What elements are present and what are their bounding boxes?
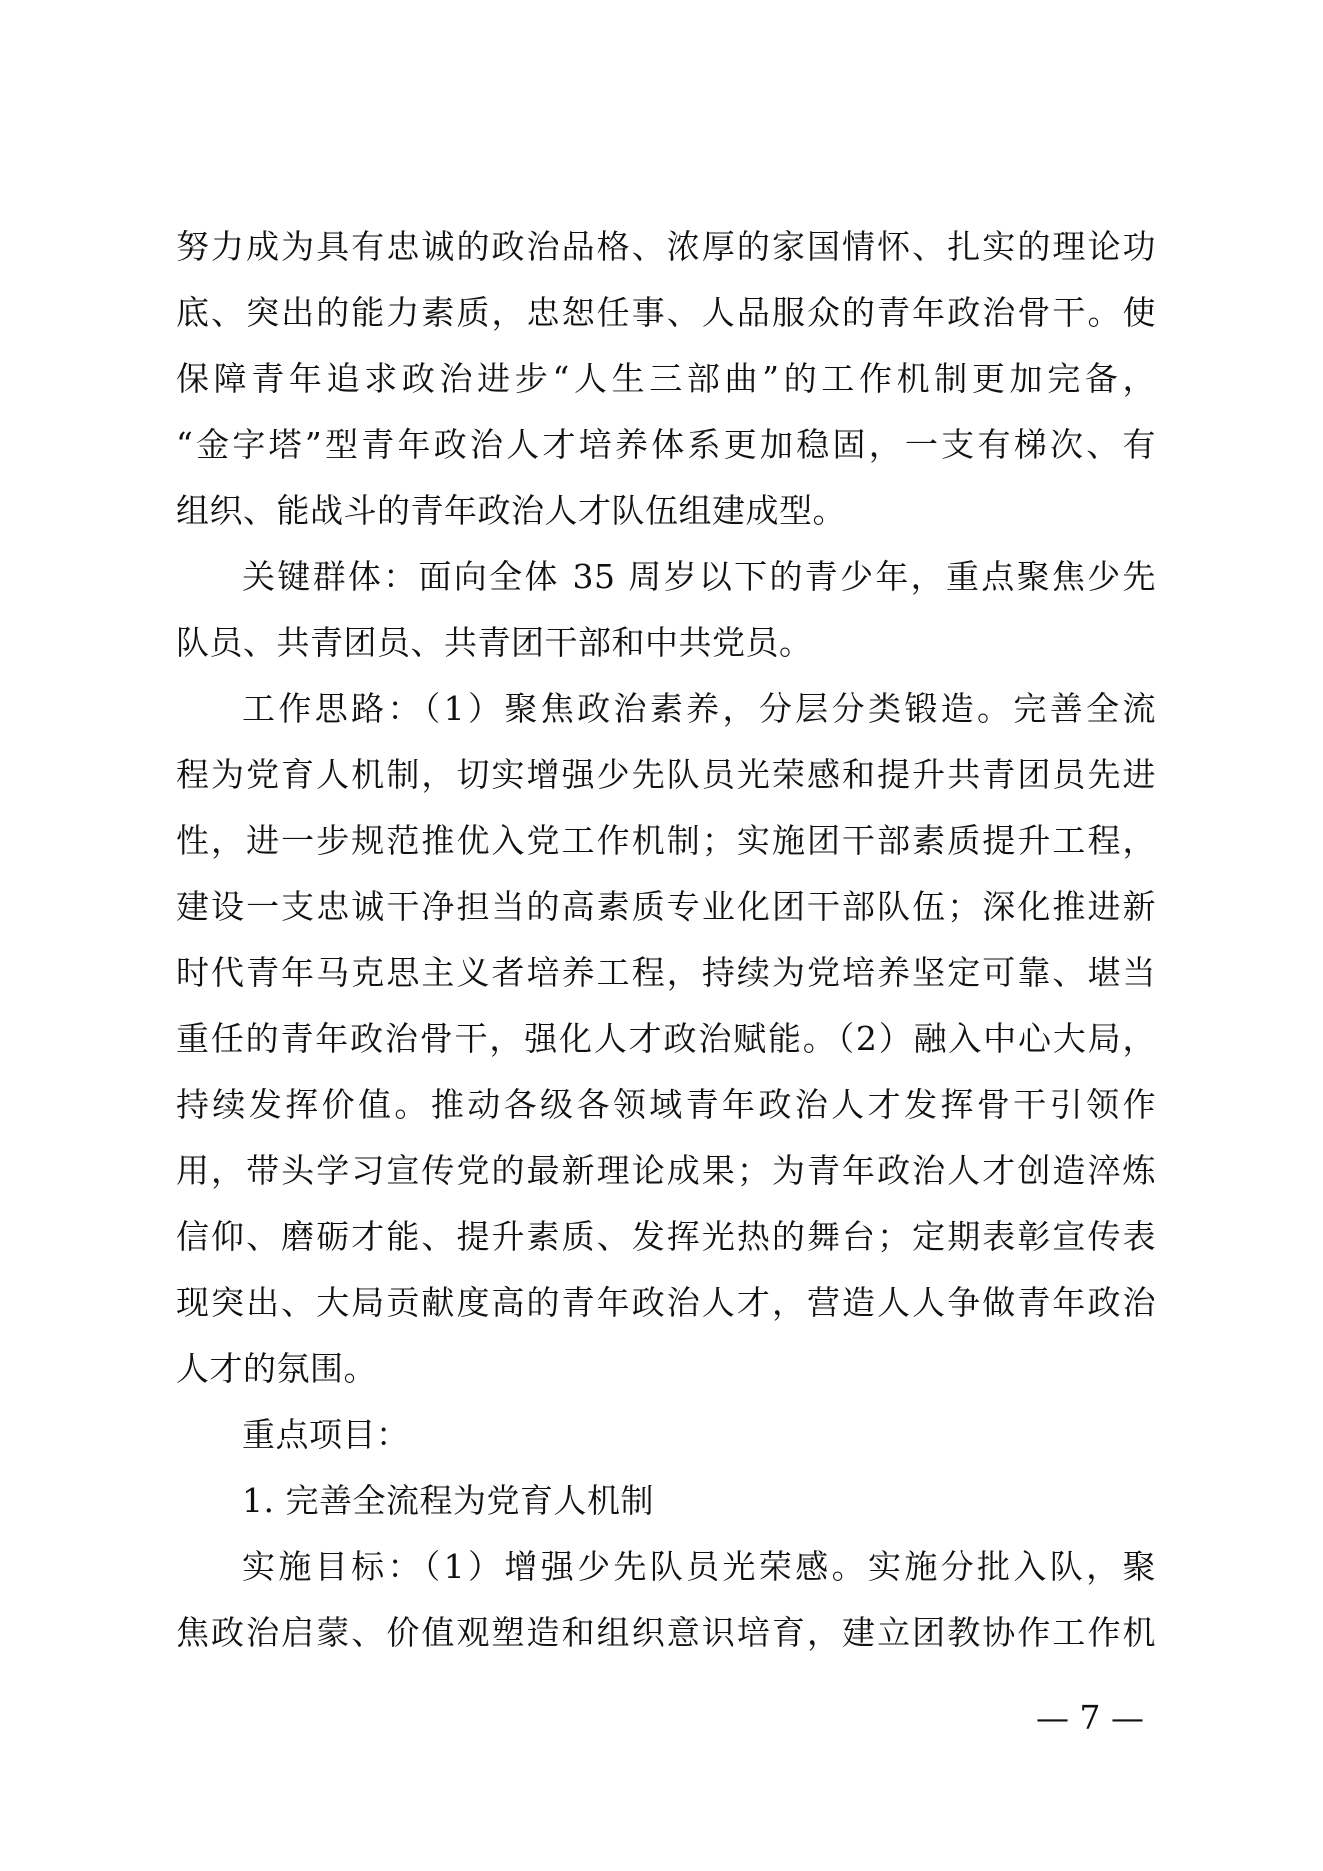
text-line: 重任的青年政治骨干，强化人才政治赋能。（2）融入中心大局， [176, 1019, 1156, 1058]
section-heading: 重点项目： [242, 1415, 410, 1454]
text-line: 信仰、磨砺才能、提升素质、发挥光热的舞台；定期表彰宣传表 [176, 1217, 1156, 1256]
project-heading: 1. 完善全流程为党育人机制 [242, 1481, 654, 1520]
text-line: 组织、能战斗的青年政治人才队伍组建成型。 [176, 491, 846, 530]
text-line: 用，带头学习宣传党的最新理论成果；为青年政治人才创造淬炼 [176, 1151, 1156, 1190]
text-line: 队员、共青团员、共青团干部和中共党员。 [176, 623, 813, 662]
text-line: 工作思路：（1）聚焦政治素养，分层分类锻造。完善全流 [242, 689, 1156, 728]
document-body [176, 214, 1156, 1666]
text-line: “金字塔”型青年政治人才培养体系更加稳固，一支有梯次、有 [176, 425, 1156, 464]
text-line: 关键群体：面向全体 35 周岁以下的青少年，重点聚焦少先 [242, 557, 1156, 596]
page-number: — 7 — [1036, 1698, 1144, 1737]
text-line: 建设一支忠诚干净担当的高素质专业化团干部队伍；深化推进新 [176, 887, 1156, 926]
text-line: 保障青年追求政治进步“人生三部曲”的工作机制更加完备， [176, 359, 1156, 398]
text-line: 焦政治启蒙、价值观塑造和组织意识培育，建立团教协作工作机 [176, 1613, 1156, 1652]
text-line: 性，进一步规范推优入党工作机制；实施团干部素质提升工程， [176, 821, 1156, 860]
text-line: 实施目标：（1）增强少先队员光荣感。实施分批入队，聚 [242, 1547, 1156, 1586]
text-line: 程为党育人机制，切实增强少先队员光荣感和提升共青团员先进 [176, 755, 1156, 794]
text-line: 时代青年马克思主义者培养工程，持续为党培养坚定可靠、堪当 [176, 953, 1156, 992]
text-line: 底、突出的能力素质，忠恕任事、人品服众的青年政治骨干。使 [176, 293, 1156, 332]
text-line: 现突出、大局贡献度高的青年政治人才，营造人人争做青年政治 [176, 1283, 1156, 1322]
text-line: 努力成为具有忠诚的政治品格、浓厚的家国情怀、扎实的理论功 [176, 227, 1156, 266]
text-line: 持续发挥价值。推动各级各领域青年政治人才发挥骨干引领作 [176, 1085, 1156, 1124]
text-line: 人才的氛围。 [176, 1349, 377, 1388]
